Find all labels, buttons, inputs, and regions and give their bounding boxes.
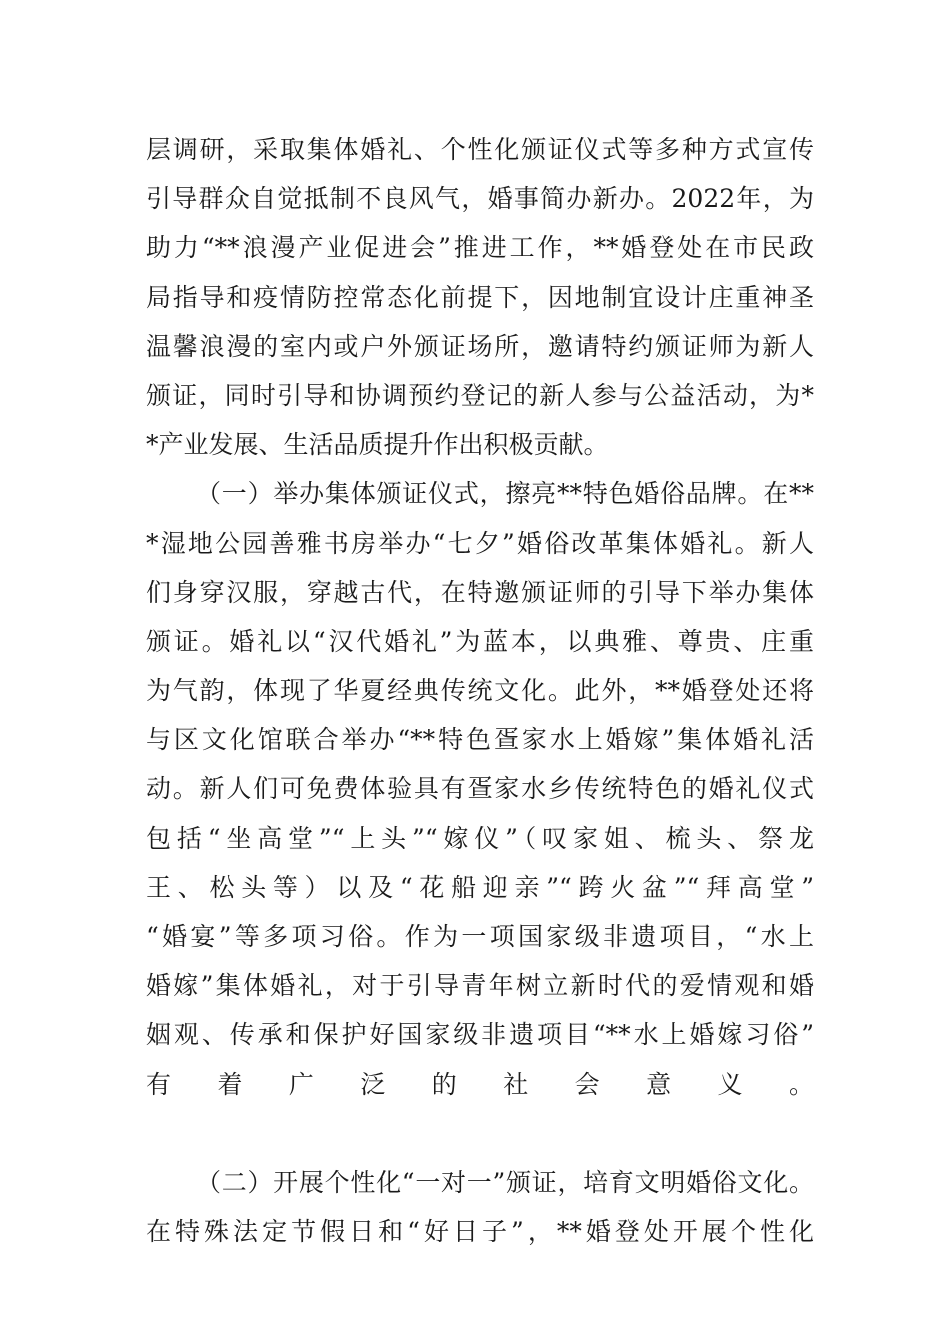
text-line: 引导群众自觉抵制不良风气，婚事简办新办。2022年，为 (146, 184, 814, 214)
text-line: 温馨浪漫的室内或户外颁证场所，邀请特约颁证师为新人 (146, 331, 814, 361)
text-line: *湿地公园善雅书房举办“七夕”婚俗改革集体婚礼。新人 (146, 528, 814, 558)
text-line: 包括“坐高堂”“上头”“嫁仪”（叹家姐、梳头、祭龙 (146, 823, 814, 853)
text-line: 为气韵，体现了华夏经典传统文化。此外，**婚登处还将 (146, 676, 814, 706)
text-line: 在特殊法定节假日和“好日子”，**婚登处开展个性化 (146, 1217, 814, 1247)
text-line: 有着广泛的社会意义。 (146, 1069, 814, 1099)
text-line: 动。新人们可免费体验具有疍家水乡传统特色的婚礼仪式 (146, 774, 814, 804)
text-line (146, 1109, 814, 1158)
text-line: 颁证。婚礼以“汉代婚礼”为蓝本，以典雅、尊贵、庄重 (146, 626, 814, 656)
text-line: 局指导和疫情防控常态化前提下，因地制宜设计庄重神圣 (146, 282, 814, 312)
text-line: 与区文化馆联合举办“**特色疍家水上婚嫁”集体婚礼活 (146, 725, 814, 755)
section-heading-line: （一）举办集体颁证仪式，擦亮**特色婚俗品牌。在** (196, 479, 814, 509)
text-line: 婚嫁”集体婚礼，对于引导青年树立新时代的爱情观和婚 (146, 971, 814, 1001)
text-line: 颁证，同时引导和协调预约登记的新人参与公益活动，为* (146, 380, 814, 410)
text-line: 姻观、传承和保护好国家级非遗项目“**水上婚嫁习俗” (146, 1020, 814, 1050)
document-body (146, 125, 814, 1256)
text-line: “婚宴”等多项习俗。作为一项国家级非遗项目，“水上 (146, 922, 814, 951)
text-line: 层调研，采取集体婚礼、个性化颁证仪式等多种方式宣传 (146, 135, 814, 164)
text-line: *产业发展、生活品质提升作出积极贡献。 (146, 430, 609, 460)
text-line: 们身穿汉服，穿越古代，在特邀颁证师的引导下举办集体 (146, 577, 814, 607)
section-heading-line: （二）开展个性化“一对一”颁证，培育文明婚俗文化。 (196, 1167, 814, 1197)
text-line: 助力“**浪漫产业促进会”推进工作，**婚登处在市民政 (146, 233, 814, 263)
text-line: 王、松头等）以及“花船迎亲”“跨火盆”“拜高堂” (146, 872, 814, 902)
